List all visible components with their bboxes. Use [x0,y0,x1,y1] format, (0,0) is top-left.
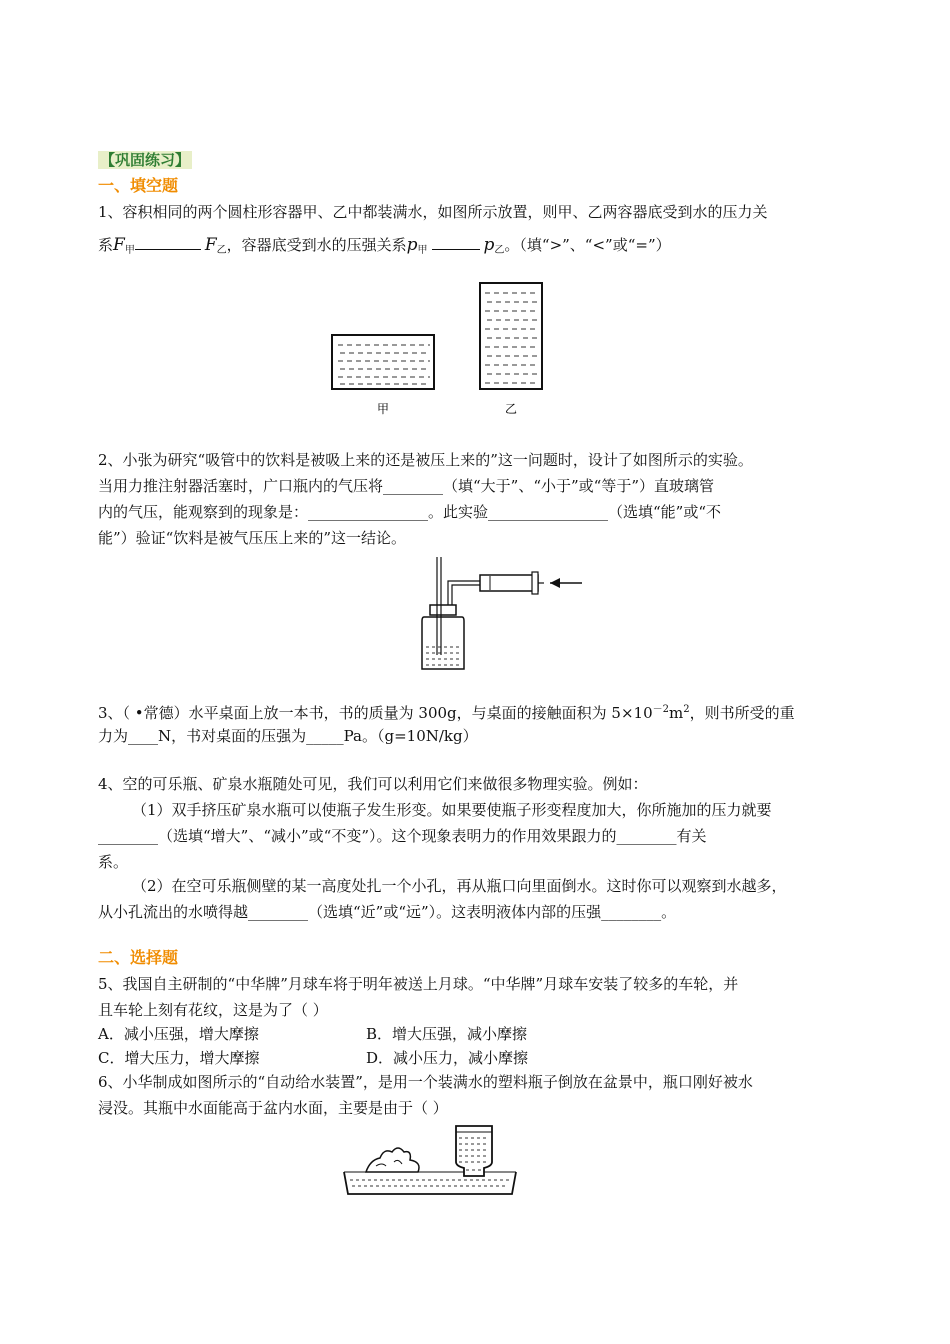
q4-line5: （2）在空可乐瓶侧壁的某一高度处扎一个小孔，再从瓶口向里面倒水。这时你可以观察到水越多， [132,877,787,895]
q4-line6: 从小孔流出的水喷得越________（选填“近”或“远”）。这表明液体内部的压强________。 [98,903,677,921]
q5-option-b[interactable]: B．增大压强，减小摩擦 [366,1025,528,1043]
q1-containers-figure [320,275,560,425]
q3-square: 2 [683,704,690,715]
q4-line3: ________（选填“增大”、“减小”或“不变”）。这个现象表明力的作用效果跟力的________有关 [98,827,707,845]
q1-post: 。（填“>”、“<”或“=”） [504,236,671,254]
label-yi: 乙 [504,402,518,416]
glass-tube [437,557,441,655]
section-choice-title: 二、选择题 [98,948,179,967]
q3-line2: 力为____N，书对桌面的压强为_____Pa。（g=10N/kg） [98,727,478,745]
q3-text-post: ，则书所受的重 [689,704,795,722]
q6-line1: 6、小华制成如图所示的“自动给水装置”，是用一个装满水的塑料瓶子倒放在盆景中，瓶口刚好被水 [98,1073,753,1091]
q2-line2: 当用力推注射器活塞时，广口瓶内的气压将________（填“大于”、“小于”或“等于”）直玻璃管 [98,477,715,495]
q5-option-c[interactable]: C．增大压力，增大摩擦 [98,1049,260,1067]
symbol-F-yi: F乙 [204,235,227,256]
planter-tray [344,1172,516,1194]
q1-line1: 1、容积相同的两个圆柱形容器甲、乙中都装满水，如图所示放置，则甲、乙两容器底受到水的压力关 [98,203,768,221]
q4-line2: （1）双手挤压矿泉水瓶可以使瓶子发生形变。如果要使瓶子形变程度加大，你所施加的压力就要 [132,801,772,819]
q1-pre: 系 [98,236,114,254]
container-jia [332,335,434,389]
section-fill-in-title: 一、填空题 [98,176,179,195]
q2-line3: 内的气压，能观察到的现象是：________________。此实验________________（选填“能”或“不 [98,503,722,521]
syringe [448,572,544,605]
wide-mouth-jar [422,605,464,669]
container-yi [480,283,542,389]
q3-text-pre: 3、（ •常德）水平桌面上放一本书，书的质量为 300g，与桌面的接触面积为 5×10 [98,704,653,722]
q5-option-d[interactable]: D．减小压力，减小摩擦 [366,1049,529,1067]
practice-header [98,148,192,172]
q1-blank-force[interactable] [135,237,201,250]
symbol-F-jia: F甲 [113,235,135,256]
q2-line4: 能”）验证“饮料是被气压压上来的”这一结论。 [98,529,407,547]
push-arrow-icon [550,578,582,588]
q1-mid: ，容器底受到水的压强关系 [226,236,407,254]
q5-line1: 5、我国自主研制的“中华牌”月球车将于明年被送上月球。“中华牌”月球车安装了较多的车轮，并 [98,975,739,993]
q1-blank-pressure[interactable] [432,237,480,250]
q1-line2 [98,233,671,260]
q4-line4: 系。 [98,853,129,871]
q3-unit-m: m [669,704,684,722]
q3-exponent: －2 [652,704,670,715]
rockery-icon [366,1148,419,1172]
q3-line1 [98,698,795,725]
q5-option-a[interactable]: A．减小压强，增大摩擦 [98,1025,259,1043]
inverted-bottle [456,1126,492,1176]
q5-line2: 且车轮上刻有花纹，这是为了（ ） [98,1001,328,1019]
q2-syringe-jar-figure [410,555,585,675]
q4-line1: 4、空的可乐瓶、矿泉水瓶随处可见，我们可以利用它们来做很多物理实验。例如： [98,775,648,793]
q2-line1: 2、小张为研究“吸管中的饮料是被吸上来的还是被压上来的”这一问题时，设计了如图所示的实验。 [98,451,753,469]
symbol-p-jia: p甲 [406,235,428,256]
symbol-p-yi: p乙 [483,235,505,256]
practice-header-text: 【巩固练习】 [100,151,191,169]
q6-line2: 浸没。其瓶中水面能高于盆内水面，主要是由于（ ） [98,1099,448,1117]
label-jia: 甲 [376,402,390,416]
q6-auto-water-figure [340,1118,520,1198]
